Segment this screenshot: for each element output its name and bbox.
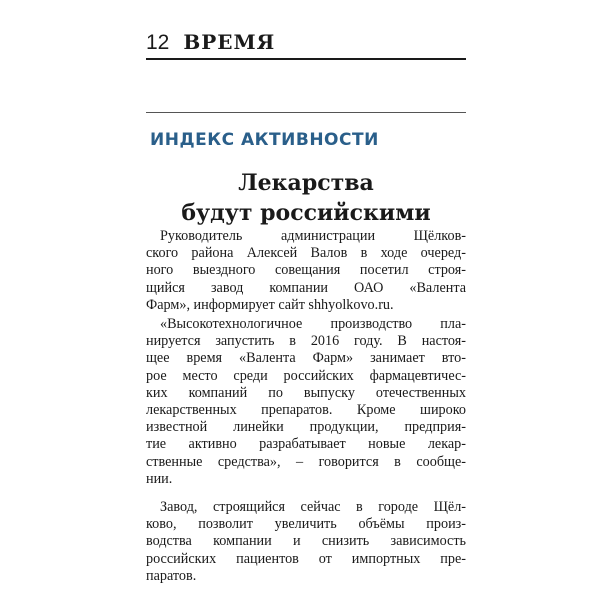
- article-rubric: ИНДЕКС АКТИВНОСТИ: [150, 130, 379, 150]
- text-line: паратов.: [146, 567, 197, 584]
- text-line: Фарм», информирует сайт shhyolkovo.ru.: [146, 296, 394, 313]
- headline-line: Лекарства: [238, 170, 374, 196]
- text-line: «Высокотехнологичное производство пла-: [160, 316, 466, 333]
- text-line: нируется запустить в 2016 году. В настоя-: [146, 333, 466, 350]
- article-body: [146, 228, 466, 587]
- paragraph: [146, 316, 466, 488]
- paragraph: [146, 499, 466, 585]
- text-line: ского района Алексей Валов в ходе очеред-: [146, 245, 466, 262]
- text-line: ких компаний по выпуску отечественных: [146, 384, 466, 401]
- page-number: 12: [146, 31, 170, 54]
- text-line: нии.: [146, 470, 173, 487]
- headline-line: будут российскими: [181, 200, 431, 226]
- paragraph: [146, 228, 466, 314]
- text-line: ково, позволит увеличить объёмы произ-: [146, 516, 466, 533]
- text-line: водства компании и снизить зависимость: [146, 533, 466, 550]
- text-line: Руководитель администрации Щёлков-: [160, 228, 466, 244]
- text-line: лекарственных препаратов. Кроме широко: [146, 402, 466, 419]
- section-divider: [146, 112, 466, 113]
- text-line: тие активно разрабатывает новые лекар-: [146, 436, 466, 453]
- text-line: известной линейки продукции, предприя-: [146, 419, 466, 436]
- section-title: ВРЕМЯ: [183, 30, 276, 54]
- text-line: ственные средства», – говорится в сообще-: [146, 453, 466, 470]
- text-line: Завод, строящийся сейчас в городе Щёл-: [160, 499, 466, 516]
- article-headline: [146, 168, 466, 228]
- header-rule: [146, 58, 466, 60]
- text-line: ного выездного совещания посетил строя-: [146, 262, 466, 279]
- page-header: [146, 30, 466, 55]
- text-line: рое место среди российских фармацевтичес-: [146, 367, 466, 384]
- text-line: российских пациентов от импортных пре-: [146, 550, 466, 567]
- text-line: щее время «Валента Фарм» занимает вто-: [146, 350, 466, 367]
- text-line: щийся завод компании ОАО «Валента: [146, 279, 466, 296]
- paragraph-gap: [146, 490, 466, 499]
